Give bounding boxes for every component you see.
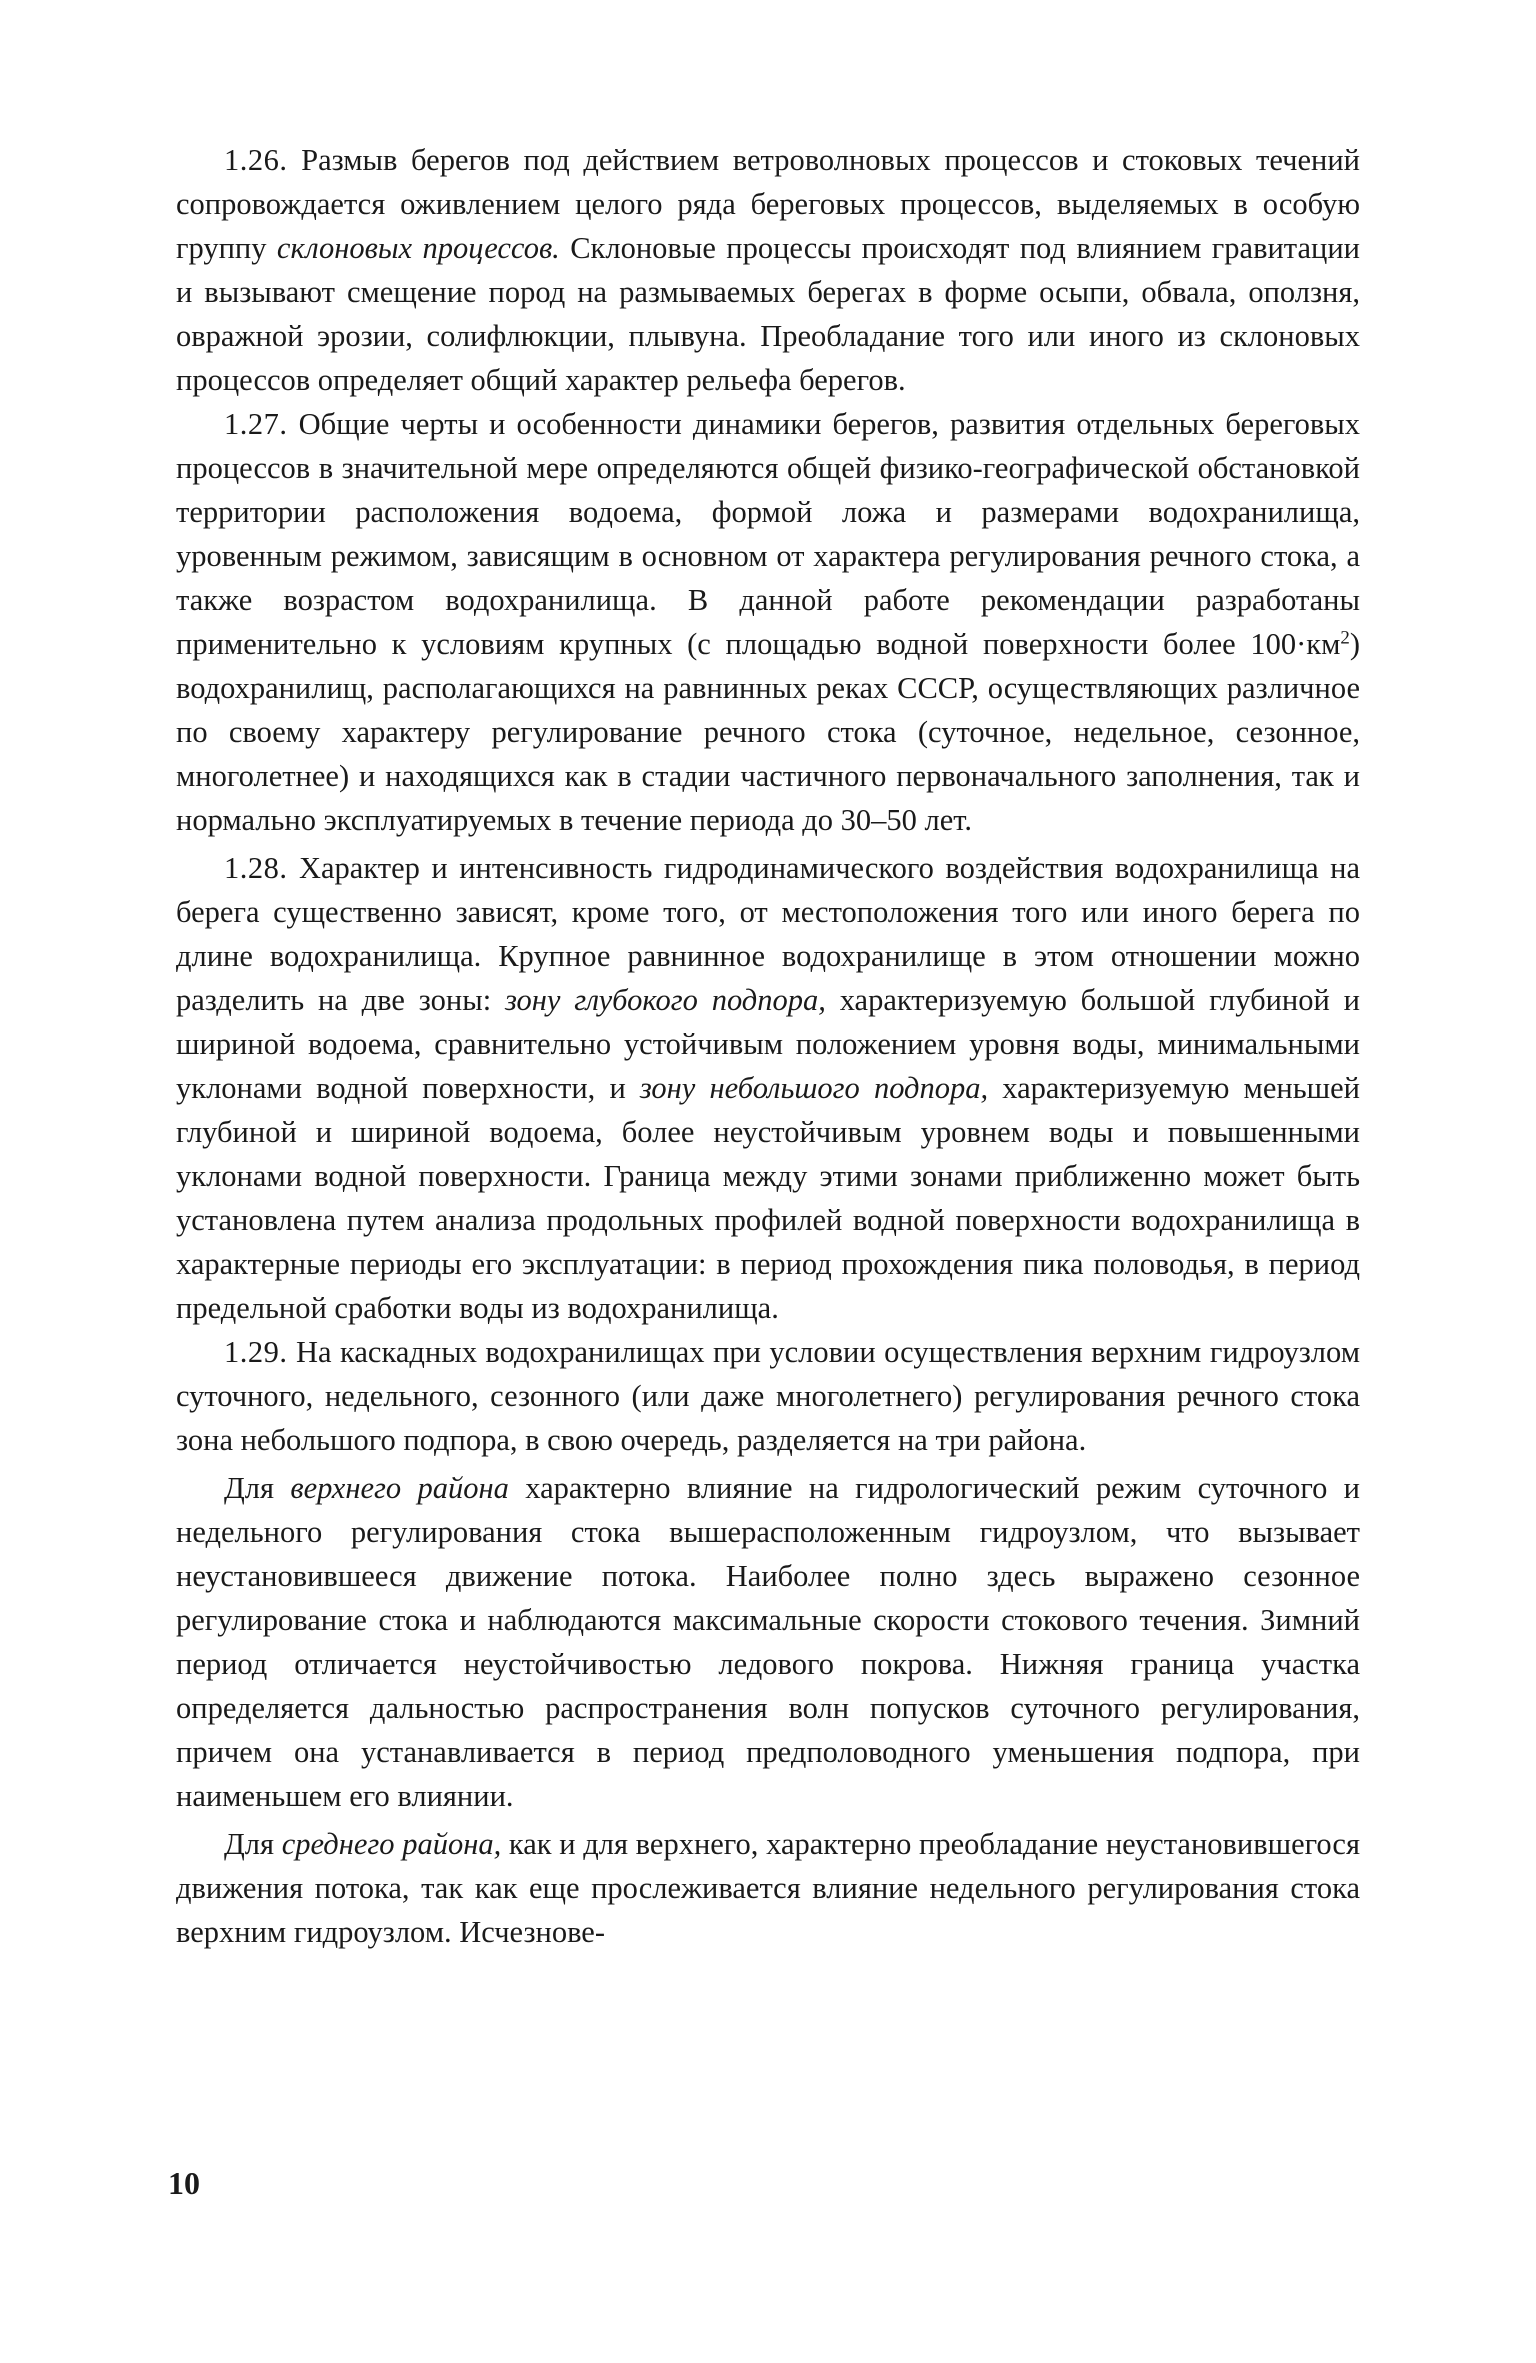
emphasis-term: верхнего района [290,1471,509,1505]
paragraph-text: характерно влияние на гидрологический режим суточного и недельного регулирования стока вышерасположенным гидроузлом, что вызывает неустановившееся движение потока. Наиболее полно здесь выражено сезонное регулирование стока и наблюдаются максимальные скорости стокового течения. Зимний период отличается неустойчивостью ледового покрова. Нижняя граница участка определяется дальностью распространения волн попусков суточного регулирования, причем она устанавливается в период предполоводного уменьшения подпора, при наименьшем его влиянии. [176,1471,1361,1813]
section-number: 1.27. [224,407,288,441]
paragraph-1-26 [176,138,1360,402]
emphasis-term: зону небольшого подпора, [639,1071,989,1105]
paragraph-text: характеризуемую большой глубиной и шириной водоема, сравнительно устойчивым положением уровня воды, минимальными уклонами водной поверхности, и [176,983,1360,1105]
paragraph-text: Общие черты и особенности динамики берегов, развития отдельных береговых процессов в значительной мере определяются общей физико-географической обстановкой территории расположения водоема, формой ложа и размерами водохранилища, уровенным режимом, зависящим в основном от характера регулирования речного стока, а также возрастом водохранилища. В данной работе рекомендации разработаны применительно к условиям крупных (с площадью водной поверхности более 100·км [176,407,1360,661]
section-number: 1.26. [224,143,288,177]
paragraph-text: Склоновые процессы происходят под влиянием гравитации и вызывают смещение пород на размываемых берегах в форме осыпи, обвала, оползня, овражной эрозии, солифлюкции, плывуна. Преобладание того или иного из склоновых процессов определяет общий характер рельефа берегов. [176,231,1360,397]
superscript: 2 [1340,627,1350,649]
paragraph-text: характеризуемую меньшей глубиной и шириной водоема, более неустойчивым уровнем воды и повышенными уклонами водной поверхности. Граница между этими зонами приближенно может быть установлена путем анализа продольных профилей водной поверхности водохранилища в характерные периоды его эксплуатации: в период прохождения пика половодья, в период предельной сработки воды из водохранилища. [176,1071,1360,1325]
paragraph-1-29 [176,1330,1360,1462]
paragraph-1-27 [176,402,1360,842]
paragraph-text: как и для верхнего, характерно преобладание неустановившегося движения потока, так как еще прослеживается влияние недельного регулирования стока верхним гидроузлом. Исчезнове- [176,1827,1360,1949]
paragraph-text: Для [224,1827,282,1861]
emphasis-term: зону глубокого подпора, [505,983,826,1017]
section-number: 1.28. [224,851,288,885]
paragraph-middle-district [176,1822,1360,1954]
document-body [176,138,1360,1954]
paragraph-text: ) водохранилищ, располагающихся на равнинных реках СССР, осуществляющих различное по своему характеру регулирование речного стока (суточное, недельное, сезонное, многолетнее) и находящихся как в стадии частичного первоначального заполнения, так и нормально эксплуатируемых в течение периода до 30–50 лет. [176,627,1360,837]
page-number: 10 [168,2165,200,2201]
paragraph-text: На каскадных водохранилищах при условии осуществления верхним гидроузлом суточного, недельного, сезонного (или даже многолетнего) регулирования речного стока зона небольшого подпора, в свою очередь, разделяется на три района. [176,1335,1360,1457]
paragraph-upper-district [176,1466,1360,1818]
paragraph-text: Для [224,1471,291,1505]
paragraph-text: Характер и интенсивность гидродинамического воздействия водохранилища на берега существенно зависят, кроме того, от местоположения того или иного берега по длине водохранилища. Крупное равнинное водохранилище в этом отношении можно разделить на две зоны: [176,851,1360,1017]
paragraph-1-28 [176,846,1360,1330]
section-number: 1.29. [224,1335,288,1369]
paragraph-text: Размыв берегов под действием ветроволновых процессов и стоковых течений сопровождается оживлением целого ряда береговых процессов, выделяемых в особую группу [176,143,1360,265]
emphasis-term: склоновых процессов. [276,231,560,265]
emphasis-term: среднего района, [281,1827,502,1861]
